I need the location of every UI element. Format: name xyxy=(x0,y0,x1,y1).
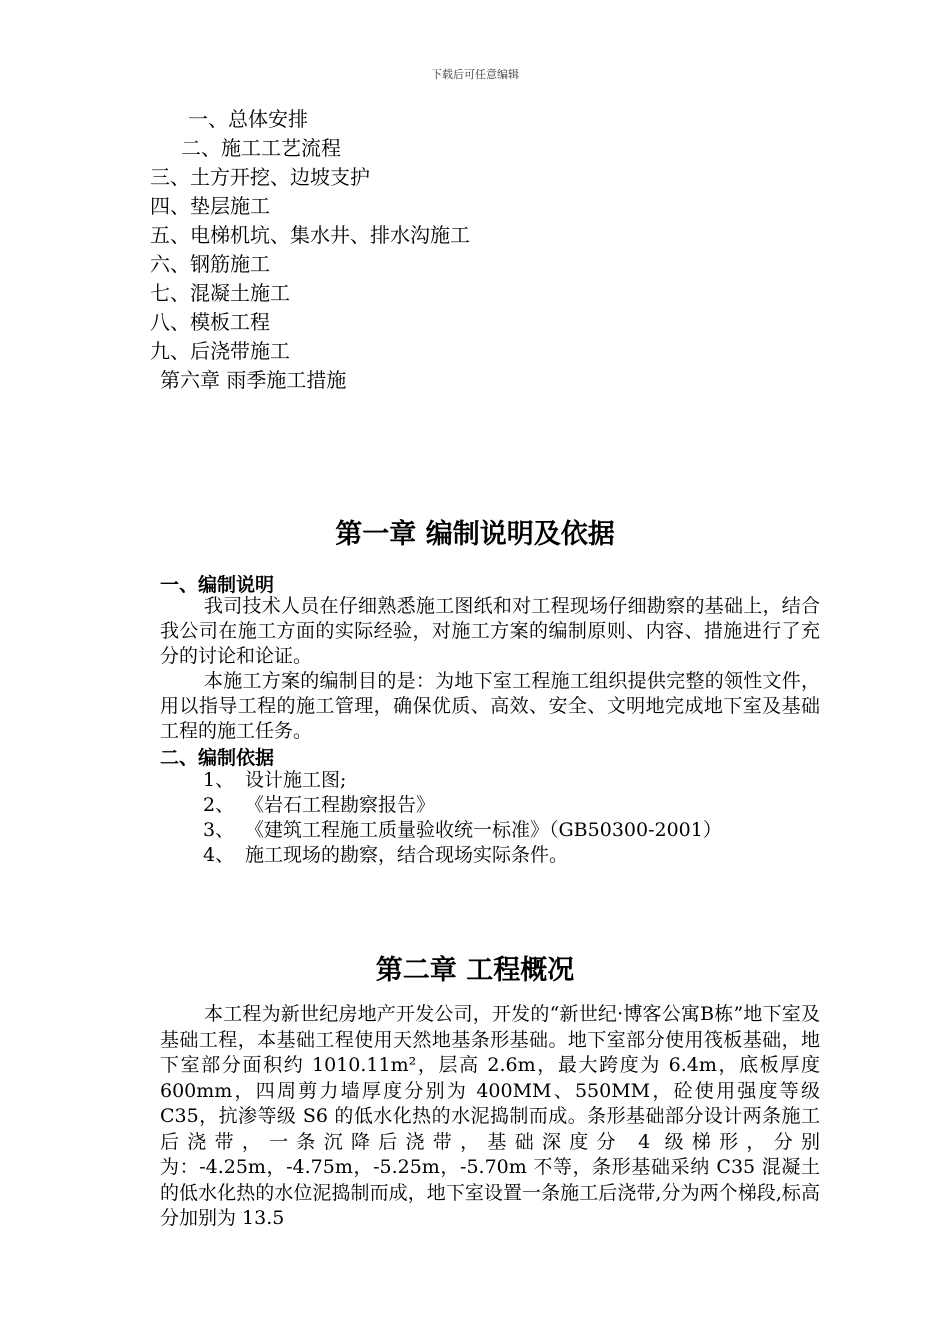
list-item xyxy=(203,768,722,793)
list-number: 1、 xyxy=(203,769,235,791)
list-text: 设计施工图; xyxy=(245,769,347,791)
toc-item: 四、垫层施工 xyxy=(150,194,270,218)
toc-item: 九、后浇带施工 xyxy=(150,339,290,363)
list-number: 2、 xyxy=(203,794,235,816)
list-text: 《岩石工程勘察报告》 xyxy=(245,794,436,816)
section-heading: 一、编制说明 xyxy=(160,574,275,596)
toc-item: 一、总体安排 xyxy=(188,107,308,131)
basis-list xyxy=(203,768,722,868)
list-item xyxy=(203,843,722,868)
page-header: 下载后可任意编辑 xyxy=(431,68,519,81)
list-text: 《建筑工程施工质量验收统一标准》（GB50300-2001） xyxy=(245,819,722,841)
toc-item: 五、电梯机坑、集水井、排水沟施工 xyxy=(150,223,470,247)
section-heading: 二、编制依据 xyxy=(160,747,275,769)
paragraph: 我司技术人员在仔细熟悉施工图纸和对工程现场仔细勘察的基础上，结合我公司在施工方面的实际经验，对施工方案的编制原则、内容、措施进行了充分的讨论和论证。 xyxy=(160,595,820,667)
list-item xyxy=(203,818,722,843)
toc-item: 六、钢筋施工 xyxy=(150,252,270,276)
chapter-title: 第二章 工程概况 xyxy=(375,955,575,986)
paragraph: 本施工方案的编制目的是：为地下室工程施工组织提供完整的领性文件，用以指导工程的施工管理，确保优质、高效、安全、文明地完成地下室及基础工程的施工任务。 xyxy=(160,670,820,742)
list-item xyxy=(203,793,722,818)
list-number: 4、 xyxy=(203,844,235,866)
toc-item: 第六章 雨季施工措施 xyxy=(160,368,347,392)
list-text: 施工现场的勘察，结合现场实际条件。 xyxy=(245,844,569,866)
toc-item: 二、施工工艺流程 xyxy=(181,136,341,160)
toc-item: 七、混凝土施工 xyxy=(150,281,290,305)
toc-item: 八、模板工程 xyxy=(150,310,270,334)
chapter-title: 第一章 编制说明及依据 xyxy=(335,519,615,550)
toc-item: 三、土方开挖、边坡支护 xyxy=(150,165,370,189)
list-number: 3、 xyxy=(203,819,235,841)
paragraph: 本工程为新世纪房地产开发公司，开发的“新世纪·博客公寓B栋”地下室及基础工程，本基础工程使用天然地基条形基础。地下室部分使用筏板基础，地下室部分面积约 1010.11m²，层高 2.6m，最大跨度为 6.4m，底板厚度 600mm，四周剪力墙厚度分别为 400MM、550MM，砼使用强度等级 C35，抗渗等级 S6 的低水化热的水泥捣制而成。条形基础部分设计两条施工后浇带，一条沉降后浇带，基础深度分 4 级梯形，分别为：-4.25m，-4.75m，-5.25m，-5.70m 不等，条形基础采纳 C35 混凝土的低水化热的水位泥捣制而成，地下室设置一条施工后浇带,分为两个梯段,标高分加别为 13.5 xyxy=(160,1003,820,1229)
